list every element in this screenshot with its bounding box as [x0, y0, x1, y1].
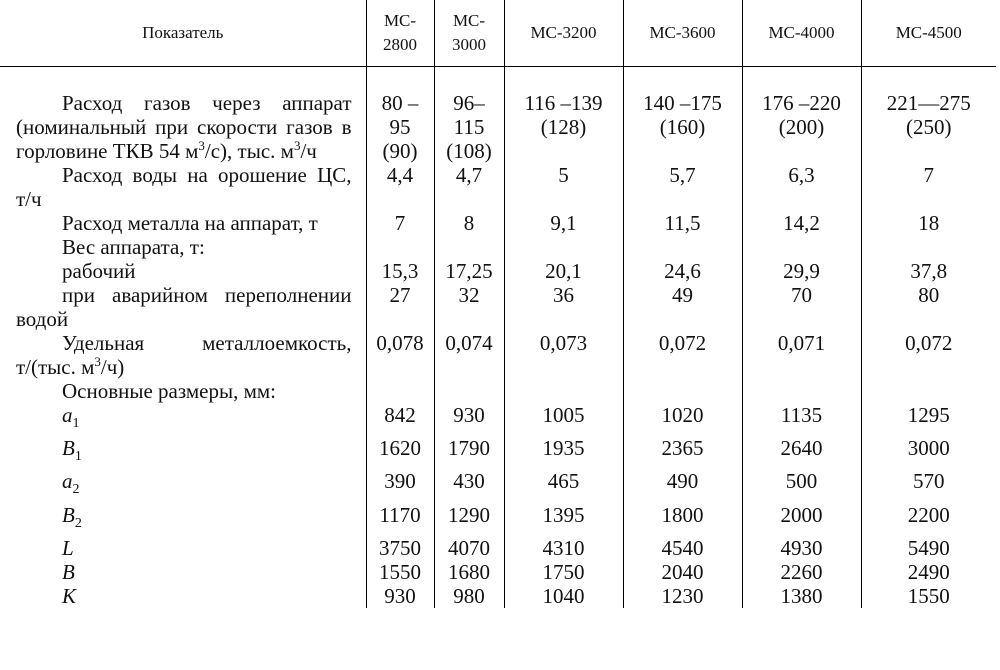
header-model: МС- 2800: [366, 0, 434, 67]
table-cell: 1295: [861, 403, 996, 436]
table-cell: 15,3: [366, 259, 434, 283]
table-cell: 1680: [434, 560, 504, 584]
table-row: [0, 259, 996, 283]
table-row: [0, 67, 996, 164]
table-cell: 29,9: [742, 259, 861, 283]
table-cell: [742, 379, 861, 403]
table-cell: 7: [861, 163, 996, 211]
header-model: МС-3200: [504, 0, 623, 67]
table-cell: [861, 235, 996, 259]
table-cell: 116 –139 (128): [504, 67, 623, 164]
table-row: [0, 331, 996, 379]
row-label-metal-use: Расход металла на аппарат, т: [62, 211, 318, 235]
row-label-metal-intensity: Удельная металлоемкость, т/(тыс. $м^3/ч$): [16, 331, 352, 379]
table-cell: 490: [623, 469, 742, 502]
row-label-gas-flow: Расход газов через аппарат (номинальный при скорости газов в горловине ТКВ 54 $м^3/с$), тыс. $м^3/ч$: [16, 91, 352, 163]
table-cell: 11,5: [623, 211, 742, 235]
table-cell: 1290: [434, 503, 504, 536]
table-row: [0, 211, 996, 235]
dimension-symbol: B: [62, 559, 75, 584]
table-cell: 80 – 95 (90): [366, 67, 434, 164]
table-cell: [434, 235, 504, 259]
table-cell: 390: [366, 469, 434, 502]
dimension-symbol: $B_2$: [62, 502, 82, 531]
table-cell: 4540: [623, 536, 742, 560]
table-cell: [366, 235, 434, 259]
table-cell: 1550: [861, 584, 996, 608]
table-cell: 176 –220 (200): [742, 67, 861, 164]
table-cell: 1395: [504, 503, 623, 536]
table-cell: 7: [366, 211, 434, 235]
table-cell: 0,072: [861, 331, 996, 379]
table-cell: 80: [861, 283, 996, 331]
row-label-water-flow: Расход воды на орошение ЦС, т/ч: [16, 163, 352, 211]
table-cell: 2040: [623, 560, 742, 584]
table-cell: 1380: [742, 584, 861, 608]
row-label-weight: Вес аппарата, т:: [62, 235, 205, 259]
table-cell: 4,4: [366, 163, 434, 211]
table-cell: 0,074: [434, 331, 504, 379]
table-cell: 3000: [861, 436, 996, 469]
table-row: [0, 469, 996, 502]
row-label-weight-working: рабочий: [62, 259, 136, 283]
table-cell: 1040: [504, 584, 623, 608]
dimension-symbol: L: [62, 535, 74, 560]
table-cell: 14,2: [742, 211, 861, 235]
table-row: [0, 403, 996, 436]
table-cell: 36: [504, 283, 623, 331]
table-cell: 140 –175 (160): [623, 67, 742, 164]
table-cell: 1750: [504, 560, 623, 584]
dimension-symbol: K: [62, 583, 77, 608]
table-cell: 0,071: [742, 331, 861, 379]
table-cell: [504, 379, 623, 403]
table-cell: 2640: [742, 436, 861, 469]
table-cell: [366, 379, 434, 403]
table-cell: 430: [434, 469, 504, 502]
table-cell: 1550: [366, 560, 434, 584]
table-cell: 0,072: [623, 331, 742, 379]
table-cell: 2365: [623, 436, 742, 469]
table-row: [0, 235, 996, 259]
table-row: [0, 379, 996, 403]
table-cell: 1620: [366, 436, 434, 469]
table-cell: [742, 235, 861, 259]
table-cell: 9,1: [504, 211, 623, 235]
table-cell: 930: [366, 584, 434, 608]
table-cell: 18: [861, 211, 996, 235]
table-cell: 0,073: [504, 331, 623, 379]
table-row: [0, 283, 996, 331]
table-cell: [623, 235, 742, 259]
table-row: [0, 503, 996, 536]
table-cell: 4070: [434, 536, 504, 560]
table-cell: [623, 379, 742, 403]
table-cell: 930: [434, 403, 504, 436]
table-cell: [861, 379, 996, 403]
table-cell: [434, 379, 504, 403]
table-cell: 500: [742, 469, 861, 502]
table-cell: 2260: [742, 560, 861, 584]
header-model: МС-4000: [742, 0, 861, 67]
table-cell: 4310: [504, 536, 623, 560]
table-cell: 1005: [504, 403, 623, 436]
table-cell: 842: [366, 403, 434, 436]
table-cell: 1790: [434, 436, 504, 469]
table-cell: 221—275 (250): [861, 67, 996, 164]
table-cell: 2000: [742, 503, 861, 536]
table-cell: 4,7: [434, 163, 504, 211]
table-cell: 49: [623, 283, 742, 331]
table-cell: 2200: [861, 503, 996, 536]
header-model: МС-3600: [623, 0, 742, 67]
dimension-rows: [0, 403, 996, 608]
table-cell: 0,078: [366, 331, 434, 379]
table-cell: 4930: [742, 536, 861, 560]
header-model: МС-4500: [861, 0, 996, 67]
table-row: [0, 436, 996, 469]
header-row: [0, 0, 996, 67]
table-cell: 6,3: [742, 163, 861, 211]
table-cell: 24,6: [623, 259, 742, 283]
table-cell: 32: [434, 283, 504, 331]
dimension-symbol: $B_1$: [62, 436, 82, 465]
table-cell: 2490: [861, 560, 996, 584]
table-cell: 5490: [861, 536, 996, 560]
row-label-weight-flooded: при аварийном переполнении водой: [16, 283, 352, 331]
table-cell: 5: [504, 163, 623, 211]
table-row: [0, 536, 996, 560]
table-cell: 17,25: [434, 259, 504, 283]
table-cell: 1935: [504, 436, 623, 469]
table-cell: 5,7: [623, 163, 742, 211]
table-cell: 570: [861, 469, 996, 502]
dimension-symbol: $a_2$: [62, 469, 80, 498]
table-cell: 96– 115 (108): [434, 67, 504, 164]
table-row: [0, 163, 996, 211]
table-cell: 37,8: [861, 259, 996, 283]
table-cell: 20,1: [504, 259, 623, 283]
dimension-symbol: $a_1$: [62, 403, 80, 432]
table-row: [0, 584, 996, 608]
row-label-dimensions: Основные размеры, мм:: [62, 379, 277, 403]
table-cell: 1800: [623, 503, 742, 536]
table-cell: 3750: [366, 536, 434, 560]
table-cell: 70: [742, 283, 861, 331]
table-cell: 27: [366, 283, 434, 331]
table-row: [0, 560, 996, 584]
header-model: МС- 3000: [434, 0, 504, 67]
table-cell: 1135: [742, 403, 861, 436]
table-cell: 465: [504, 469, 623, 502]
table-cell: 1020: [623, 403, 742, 436]
header-indicator: Показатель: [0, 0, 366, 67]
table-cell: 980: [434, 584, 504, 608]
table-cell: 1170: [366, 503, 434, 536]
table-cell: 1230: [623, 584, 742, 608]
table-cell: 8: [434, 211, 504, 235]
table-cell: [504, 235, 623, 259]
